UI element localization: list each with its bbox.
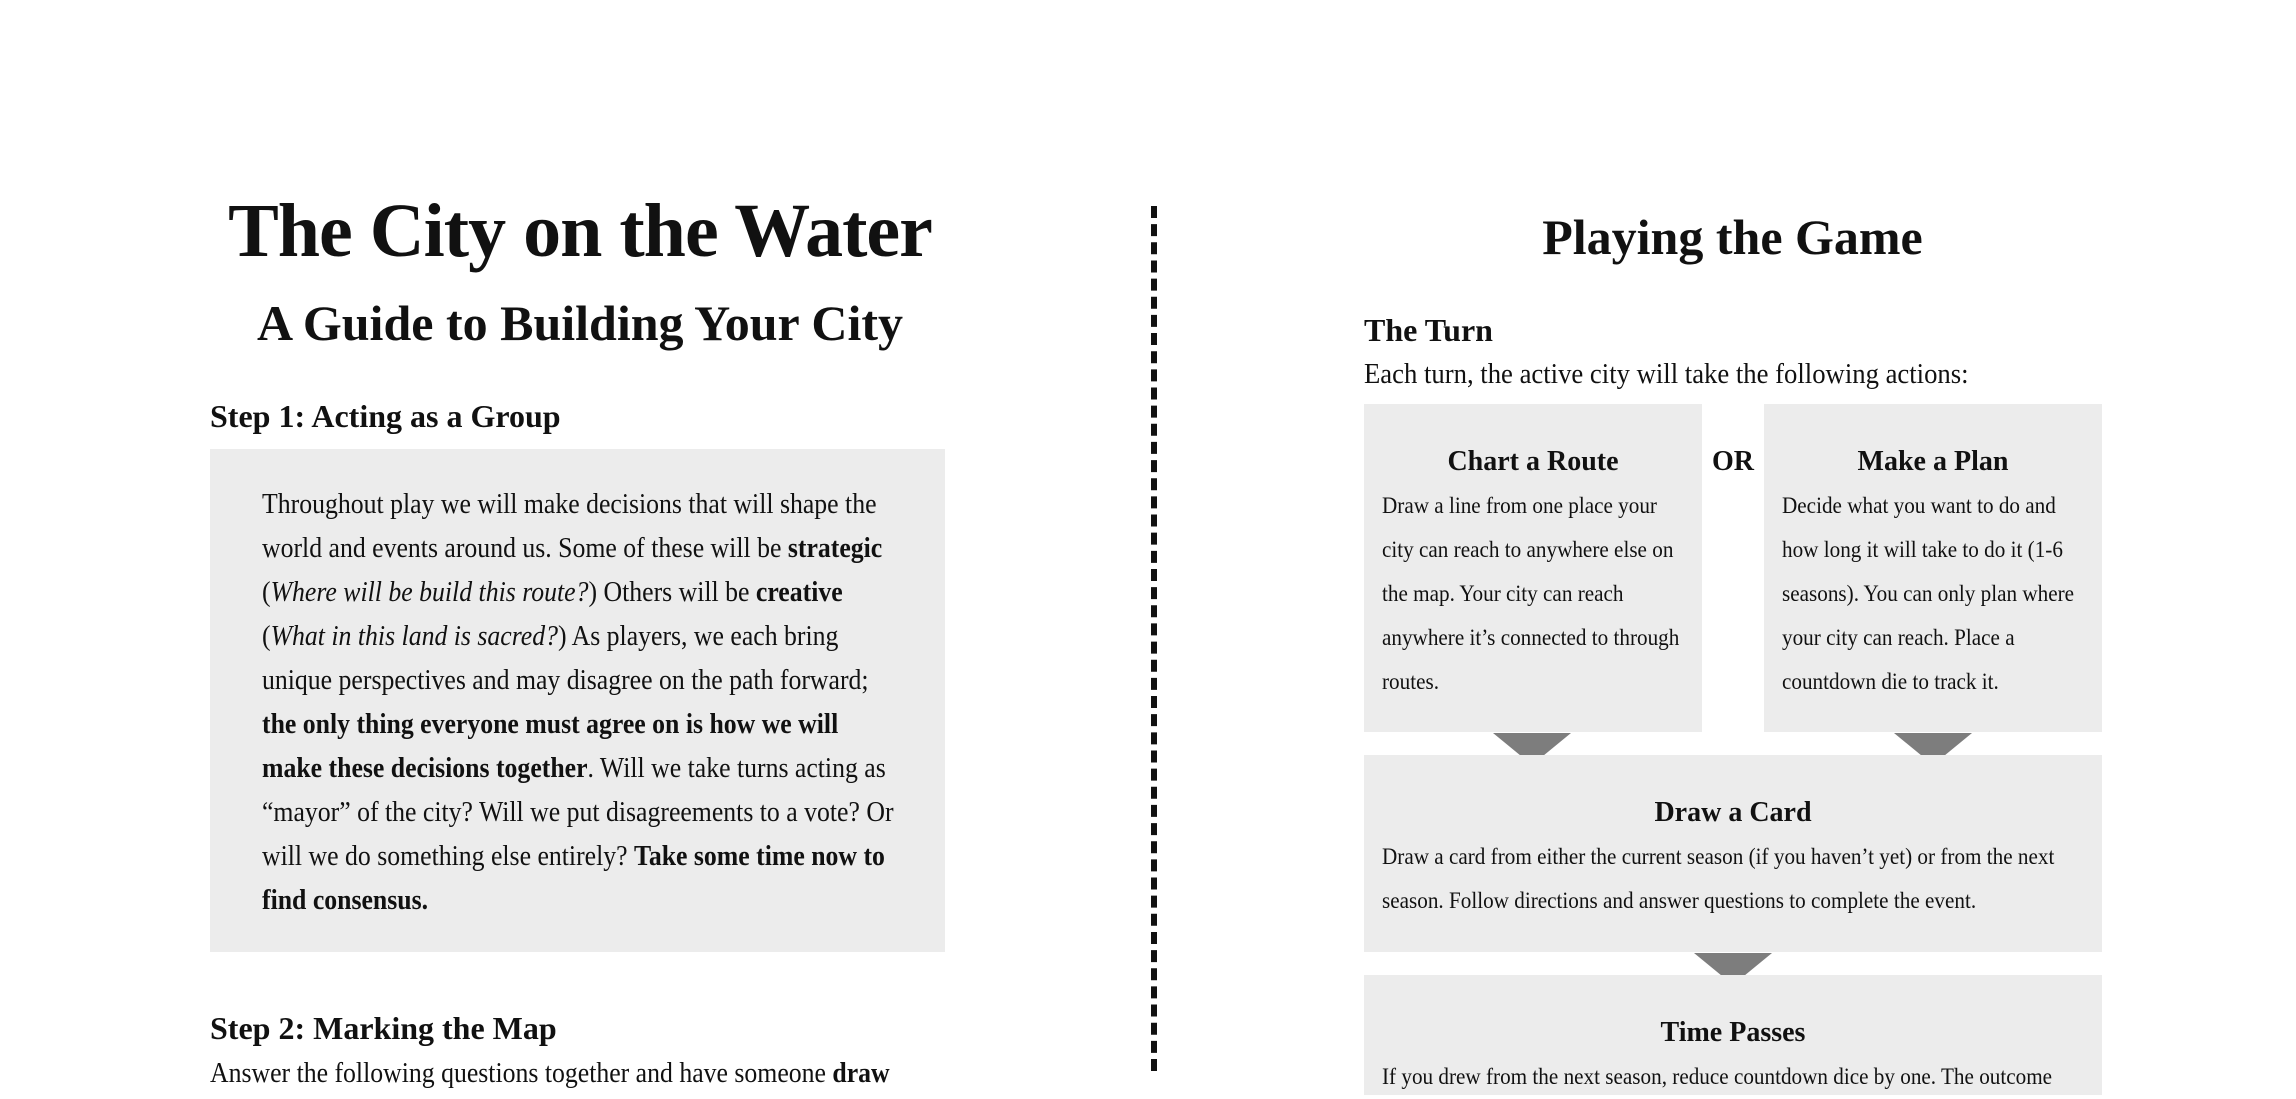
consensus-instruction: Take some time now to find consensus. <box>262 841 885 916</box>
turn-intro: Each turn, the active city will take the following actions: <box>1364 358 1969 390</box>
turn-heading: The Turn <box>1364 312 1493 348</box>
make-plan-text: Decide what you want to do and how long it will take to do it (1-6 seasons). You can only plan where your city can reach. Place a countdown die to track it. <box>1782 493 2075 694</box>
or-label: OR <box>1712 446 1754 477</box>
chart-route-box <box>1364 404 1702 732</box>
column-divider <box>1151 206 1157 1071</box>
strategic-term: strategic <box>787 533 883 564</box>
guide-title: The City on the Water <box>228 189 932 273</box>
creative-example: What in this land is sacred? <box>270 621 558 652</box>
chart-route-text: Draw a line from one place your city can reach to anywhere else on the map. Your city can reach anywhere it’s connected to through routes. <box>1382 493 1680 694</box>
time-passes-box <box>1364 975 2102 1095</box>
strategic-example: Where will be build this route? <box>270 577 589 608</box>
draw-card-text: Draw a card from either the current season (if you haven’t yet) or from the next season. Follow directions and answer questions to complete the event. <box>1382 844 2055 913</box>
creative-term: creative <box>755 577 843 608</box>
step1-callout-box <box>210 449 945 952</box>
time-passes-title: Time Passes <box>1660 1017 1806 1048</box>
chart-route-title: Chart a Route <box>1447 446 1619 477</box>
step2-paragraph: Answer the following questions together and have someone draw <box>210 1058 890 1089</box>
draw-card-title: Draw a Card <box>1654 797 1812 828</box>
playing-title: Playing the Game <box>1542 209 1923 265</box>
make-plan-box <box>1764 404 2102 732</box>
make-plan-title: Make a Plan <box>1857 446 2009 477</box>
step2-heading: Step 2: Marking the Map <box>210 1010 557 1046</box>
draw-card-box <box>1364 755 2102 952</box>
guide-subtitle: A Guide to Building Your City <box>257 295 903 351</box>
time-passes-text: If you drew from the next season, reduce countdown dice by one. The outcome <box>1382 1064 2053 1089</box>
step1-heading: Step 1: Acting as a Group <box>210 398 561 434</box>
agreement-rule: the only thing everyone must agree on is how we will make these decisions together <box>262 709 839 784</box>
step1-paragraph: Throughout play we will make decisions that will shape the world and events around us. Some of these will be strategic (Where will be build this route?) Others will be creative (What in this land is sacred?) As players, we each bring unique perspectives and may disagree on the path forward; the only thing everyone must agree on is how we will make these decisions together. Will we take turns acting as “mayor” of the city? Will we put disagreements to a vote? Or will we do something else entirely? Take some time now to find consensus. <box>262 489 894 916</box>
